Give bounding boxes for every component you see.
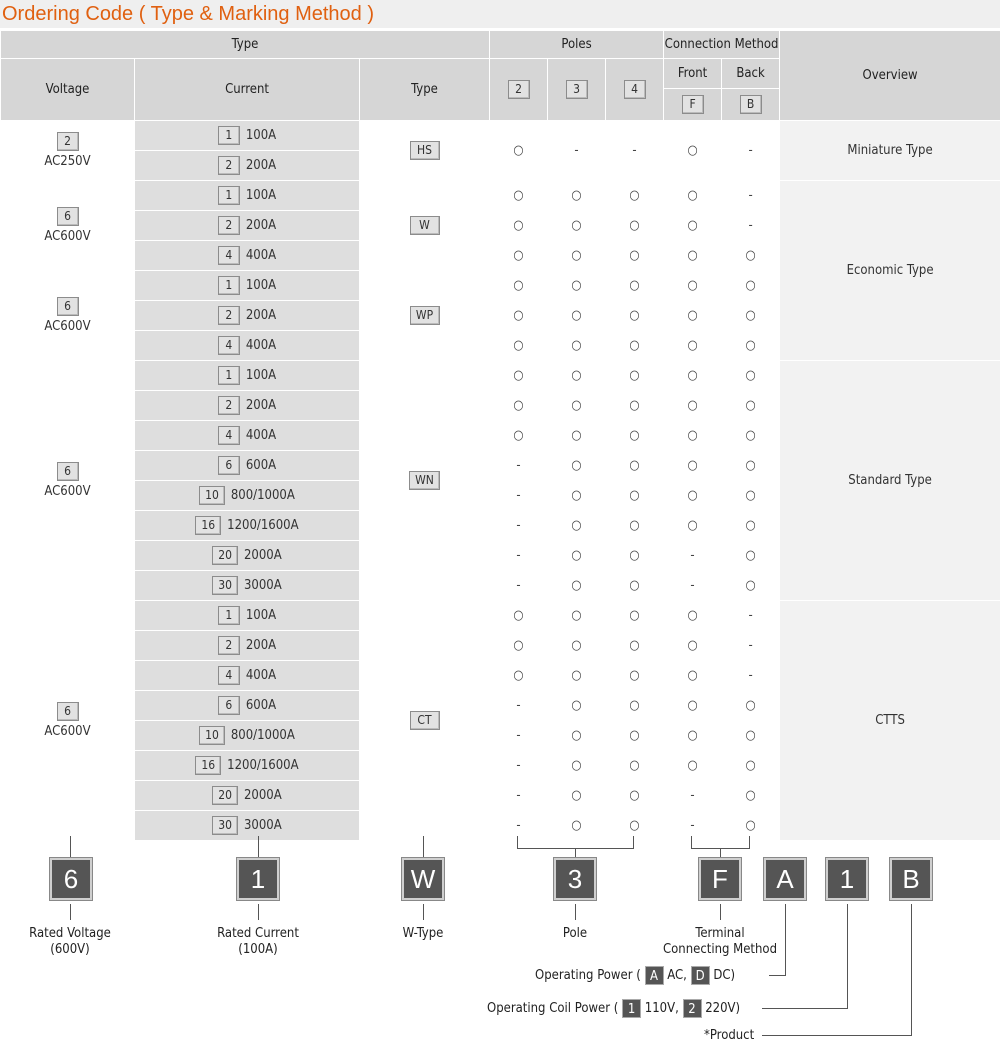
p4-cell: ○ [606,691,664,721]
overview-cell: CTTS [780,601,1000,841]
front-cell: ○ [664,421,722,451]
p3-cell: ○ [548,781,606,811]
pole-2-header: 2 [490,59,548,121]
front-cell: ○ [664,271,722,301]
current-code: 4 [218,246,240,265]
back-header: Back [722,59,780,89]
voltage-header: Voltage [1,59,135,121]
table-row [1,361,1000,391]
code-box-operating-power: A [764,858,806,900]
p2-cell: - [490,481,548,511]
p4-cell: ○ [606,271,664,301]
voltage-text: AC600V [44,484,91,499]
p3-cell: ○ [548,541,606,571]
poles-header: Poles [490,31,664,59]
current-text: 200A [245,398,277,413]
current-cell [135,211,360,241]
back-cell: ○ [722,331,780,361]
p3-cell: ○ [548,421,606,451]
type-code: W [410,216,440,235]
front-code-header: F [664,89,722,121]
back-cell: - [722,631,780,661]
p2-cell: - [490,541,548,571]
terminal-connecting-method-label: Terminal Connecting Method [662,926,778,957]
p3-cell: ○ [548,391,606,421]
front-cell: ○ [664,391,722,421]
type-code: HS [410,141,440,160]
current-text: 600A [245,458,277,473]
front-cell: ○ [664,511,722,541]
current-text: 2000A [243,788,282,803]
current-cell [135,271,360,301]
p4-cell: ○ [606,511,664,541]
voltage-code: 6 [57,462,79,481]
type-header: Type [1,31,490,59]
back-cell: ○ [722,451,780,481]
back-cell: ○ [722,721,780,751]
current-code: 2 [218,396,240,415]
front-cell: - [664,541,722,571]
current-text: 400A [245,338,277,353]
current-cell [135,691,360,721]
p3-cell: ○ [548,661,606,691]
p4-cell: ○ [606,301,664,331]
p3-cell: ○ [548,721,606,751]
p4-cell: ○ [606,751,664,781]
p2-cell: ○ [490,631,548,661]
type-cell [360,361,490,601]
p4-cell: ○ [606,661,664,691]
front-cell: ○ [664,331,722,361]
pole-3-header: 3 [548,59,606,121]
back-cell: - [722,181,780,211]
front-cell: ○ [664,631,722,661]
p2-cell: ○ [490,331,548,361]
p3-cell: ○ [548,601,606,631]
current-text: 100A [245,128,277,143]
p3-cell: ○ [548,751,606,781]
current-text: 200A [245,218,277,233]
current-text: 3000A [243,818,282,833]
front-cell: - [664,781,722,811]
overview-cell: Standard Type [780,361,1000,601]
table-row [1,181,1000,211]
p2-cell: - [490,781,548,811]
current-text: 800/1000A [230,728,295,743]
back-code-header: B [722,89,780,121]
pole-label: Pole [562,926,588,941]
voltage-code: 6 [57,702,79,721]
front-cell: - [664,571,722,601]
current-code: 30 [212,816,238,835]
current-text: 200A [245,638,277,653]
p4-cell: ○ [606,241,664,271]
type-column-header: Type [360,59,490,121]
current-cell [135,631,360,661]
current-text: 100A [245,608,277,623]
current-cell [135,181,360,211]
p2-cell: ○ [490,241,548,271]
current-text: 1200/1600A [227,518,299,533]
current-cell [135,571,360,601]
current-cell [135,241,360,271]
p4-cell: ○ [606,211,664,241]
current-cell [135,331,360,361]
p3-cell: ○ [548,271,606,301]
p3-cell: ○ [548,181,606,211]
p4-cell: ○ [606,421,664,451]
type-cell [360,181,490,271]
current-text: 400A [245,428,277,443]
overview-header: Overview [780,31,1000,121]
p2-cell: ○ [490,361,548,391]
current-text: 400A [245,248,277,263]
current-cell [135,121,360,151]
code-box-type: W [402,858,444,900]
pole-4-header: 4 [606,59,664,121]
type-code: CT [410,711,440,730]
current-code: 1 [218,186,240,205]
voltage-code: 6 [57,207,79,226]
voltage-cell [1,361,135,601]
product-label: *Product [704,1028,755,1043]
current-text: 200A [245,308,277,323]
p4-cell: ○ [606,721,664,751]
current-code: 1 [218,606,240,625]
current-code: 20 [212,546,238,565]
current-text: 100A [245,188,277,203]
front-cell: ○ [664,601,722,631]
voltage-cell [1,601,135,841]
front-cell: ○ [664,361,722,391]
back-cell: ○ [722,421,780,451]
p4-cell: ○ [606,541,664,571]
p2-cell: - [490,691,548,721]
front-header: Front [664,59,722,89]
current-text: 600A [245,698,277,713]
connection-method-header: Connection Method [664,31,780,59]
p2-cell: ○ [490,271,548,301]
current-code: 16 [195,756,221,775]
current-code: 2 [218,216,240,235]
current-cell [135,391,360,421]
current-text: 100A [245,368,277,383]
p4-cell: ○ [606,601,664,631]
front-cell: ○ [664,241,722,271]
voltage-text: AC600V [44,319,91,334]
table-row [1,601,1000,631]
p2-cell: ○ [490,121,548,181]
operating-coil-power-label: Operating Coil Power ( 1 110V, 2 220V) [487,1001,741,1017]
current-code: 4 [218,336,240,355]
current-cell [135,481,360,511]
current-cell [135,451,360,481]
p2-cell: ○ [490,301,548,331]
current-code: 4 [218,426,240,445]
back-cell: ○ [722,511,780,541]
code-box-coil-power: 1 [826,858,868,900]
front-cell: ○ [664,481,722,511]
back-cell: - [722,601,780,631]
voltage-code: 6 [57,297,79,316]
current-code: 1 [218,276,240,295]
p3-cell: ○ [548,631,606,661]
front-cell: ○ [664,301,722,331]
p2-cell: - [490,571,548,601]
current-text: 100A [245,278,277,293]
table-row [1,121,1000,151]
p3-cell: - [548,121,606,181]
p4-cell: ○ [606,361,664,391]
p2-cell: - [490,751,548,781]
coil-2-code: 2 [683,999,702,1018]
rated-voltage-label: Rated Voltage (600V) [29,926,111,957]
current-code: 10 [199,486,225,505]
type-cell [360,271,490,361]
current-cell [135,151,360,181]
voltage-text: AC250V [44,154,91,169]
front-cell: ○ [664,751,722,781]
current-code: 10 [199,726,225,745]
current-code: 2 [218,636,240,655]
back-cell: ○ [722,241,780,271]
p4-cell: ○ [606,451,664,481]
code-box-voltage: 6 [50,858,92,900]
p4-cell: ○ [606,631,664,661]
code-box-terminal: F [699,858,741,900]
p2-cell: ○ [490,391,548,421]
current-cell [135,541,360,571]
front-cell: ○ [664,181,722,211]
p3-cell: ○ [548,331,606,361]
current-code: 30 [212,576,238,595]
page-title: Ordering Code ( Type & Marking Method ) [2,3,375,25]
type-cell [360,601,490,841]
current-code: 1 [218,126,240,145]
current-code: 2 [218,306,240,325]
current-text: 400A [245,668,277,683]
back-cell: ○ [722,391,780,421]
current-cell [135,661,360,691]
front-cell: ○ [664,721,722,751]
p4-cell: - [606,121,664,181]
p4-cell: ○ [606,181,664,211]
p4-cell: ○ [606,481,664,511]
p3-cell: ○ [548,511,606,541]
back-cell: ○ [722,691,780,721]
p3-cell: ○ [548,301,606,331]
current-code: 16 [195,516,221,535]
back-cell: ○ [722,301,780,331]
voltage-cell [1,271,135,361]
current-header: Current [135,59,360,121]
p3-cell: ○ [548,571,606,601]
front-cell: ○ [664,451,722,481]
code-box-current: 1 [237,858,279,900]
current-code: 1 [218,366,240,385]
back-cell: ○ [722,541,780,571]
back-cell: ○ [722,751,780,781]
p4-cell: ○ [606,571,664,601]
p3-cell: ○ [548,211,606,241]
p2-cell: ○ [490,421,548,451]
voltage-code: 2 [57,132,79,151]
p2-cell: ○ [490,661,548,691]
current-text: 800/1000A [230,488,295,503]
p4-cell: ○ [606,811,664,841]
rated-current-label: Rated Current (100A) [217,926,299,957]
code-box-pole: 3 [554,858,596,900]
p3-cell: ○ [548,481,606,511]
current-cell [135,601,360,631]
current-cell [135,781,360,811]
p4-cell: ○ [606,781,664,811]
p2-cell: - [490,451,548,481]
p2-cell: - [490,721,548,751]
front-cell: ○ [664,211,722,241]
back-cell: - [722,211,780,241]
back-cell: ○ [722,271,780,301]
voltage-cell [1,121,135,181]
current-text: 3000A [243,578,282,593]
title-bar [0,0,1000,28]
current-code: 20 [212,786,238,805]
p4-cell: ○ [606,331,664,361]
current-cell [135,301,360,331]
current-text: 2000A [243,548,282,563]
current-text: 1200/1600A [227,758,299,773]
p3-cell: ○ [548,451,606,481]
p2-cell: - [490,511,548,541]
p4-cell: ○ [606,391,664,421]
current-cell [135,361,360,391]
back-cell: - [722,661,780,691]
p3-cell: ○ [548,691,606,721]
coil-1-code: 1 [622,999,641,1018]
overview-cell: Economic Type [780,181,1000,361]
voltage-cell [1,181,135,271]
current-cell [135,811,360,841]
current-code: 6 [218,696,240,715]
p2-cell: ○ [490,601,548,631]
op-power-d-code: D [691,966,710,985]
back-cell: ○ [722,481,780,511]
p3-cell: ○ [548,811,606,841]
current-cell [135,421,360,451]
front-cell: - [664,811,722,841]
back-cell: ○ [722,571,780,601]
operating-power-label: Operating Power ( A AC, D DC) [535,968,736,984]
front-cell: ○ [664,121,722,181]
w-type-label: W-Type [402,926,444,941]
type-code: WN [409,471,440,490]
p2-cell: ○ [490,181,548,211]
back-cell: ○ [722,781,780,811]
p3-cell: ○ [548,361,606,391]
p2-cell: - [490,811,548,841]
voltage-text: AC600V [44,229,91,244]
front-cell: ○ [664,661,722,691]
back-cell: ○ [722,361,780,391]
code-box-product: B [890,858,932,900]
overview-cell: Miniature Type [780,121,1000,181]
current-cell [135,751,360,781]
p2-cell: ○ [490,211,548,241]
current-cell [135,511,360,541]
front-cell: ○ [664,691,722,721]
current-code: 4 [218,666,240,685]
current-cell [135,721,360,751]
ordering-code-table [0,30,1000,841]
p3-cell: ○ [548,241,606,271]
current-code: 2 [218,156,240,175]
current-code: 6 [218,456,240,475]
back-cell: ○ [722,811,780,841]
op-power-a-code: A [645,966,664,985]
current-text: 200A [245,158,277,173]
type-code: WP [410,306,440,325]
type-cell [360,121,490,181]
voltage-text: AC600V [44,724,91,739]
back-cell: - [722,121,780,181]
